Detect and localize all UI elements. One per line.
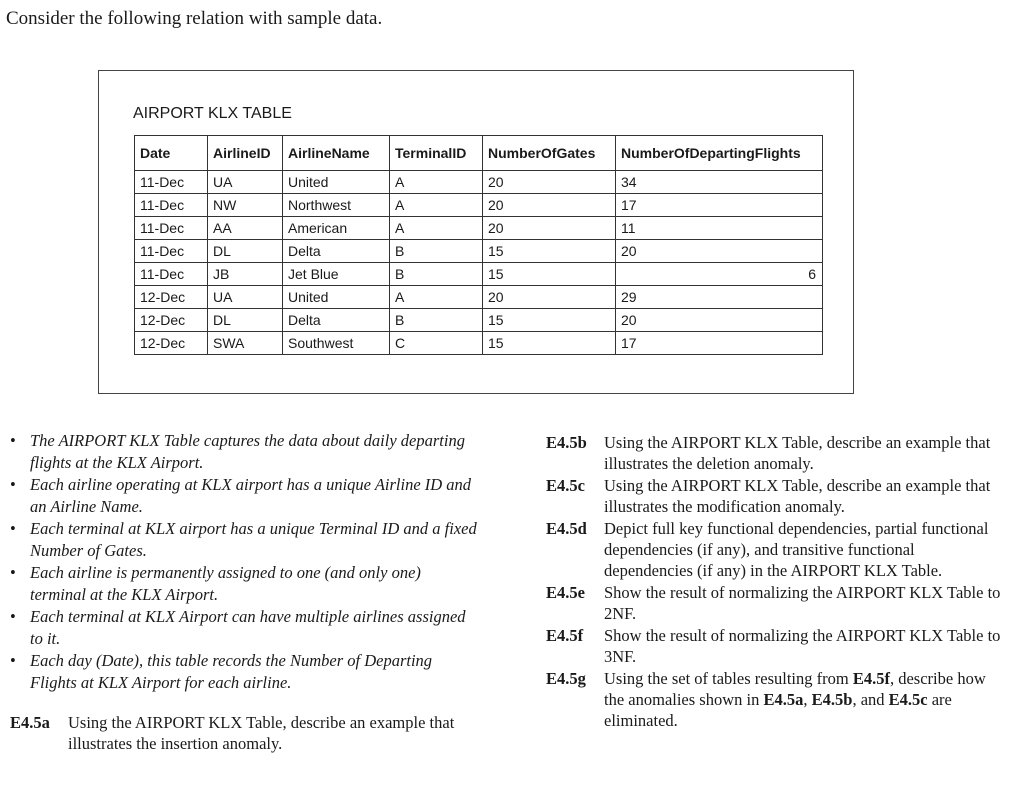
requirements-list bbox=[10, 430, 480, 694]
cell-date: 11-Dec bbox=[135, 217, 208, 240]
exercise-e4-5f bbox=[546, 625, 1006, 667]
bullet-icon: • bbox=[10, 475, 16, 494]
exercise-reference: E4.5a bbox=[763, 690, 804, 709]
cell-airline-name: Northwest bbox=[283, 194, 390, 217]
cell-airline-id: DL bbox=[208, 309, 283, 332]
cell-departing-flights: 17 bbox=[616, 332, 823, 355]
cell-airline-id: NW bbox=[208, 194, 283, 217]
exercise-text-part: Using the set of tables resulting from bbox=[604, 669, 853, 688]
cell-departing-flights: 17 bbox=[616, 194, 823, 217]
cell-departing-flights: 11 bbox=[616, 217, 823, 240]
table-frame bbox=[98, 70, 854, 394]
exercise-text: Using the AIRPORT KLX Table, describe an example that illustrates the deletion anomaly. bbox=[604, 433, 991, 473]
bullet-icon: • bbox=[10, 563, 16, 582]
cell-departing-flights: 6 bbox=[616, 263, 823, 286]
cell-number-of-gates: 20 bbox=[483, 217, 616, 240]
exercise-e4-5b bbox=[546, 432, 1006, 474]
table-row bbox=[135, 263, 823, 286]
exercise-e4-5g bbox=[546, 668, 1006, 731]
cell-airline-name: Delta bbox=[283, 309, 390, 332]
exercise-text-part: , and bbox=[852, 690, 889, 709]
exercise-label: E4.5e bbox=[546, 583, 585, 602]
header-number-of-gates: NumberOfGates bbox=[483, 136, 616, 171]
table-row bbox=[135, 309, 823, 332]
cell-number-of-gates: 15 bbox=[483, 332, 616, 355]
exercise-text: Using the AIRPORT KLX Table, describe an example that illustrates the modification anomaly. bbox=[604, 476, 991, 516]
cell-airline-name: Southwest bbox=[283, 332, 390, 355]
cell-airline-name: United bbox=[283, 286, 390, 309]
list-item bbox=[10, 474, 480, 518]
exercise-label: E4.5f bbox=[546, 626, 584, 645]
list-item-text: Each day (Date), this table records the Number of Departing Flights at KLX Airport for each airline. bbox=[30, 651, 433, 692]
cell-terminal-id: B bbox=[390, 263, 483, 286]
table-row bbox=[135, 194, 823, 217]
cell-number-of-gates: 20 bbox=[483, 171, 616, 194]
exercise-reference: E4.5c bbox=[888, 690, 928, 709]
cell-terminal-id: A bbox=[390, 171, 483, 194]
cell-number-of-gates: 20 bbox=[483, 286, 616, 309]
cell-terminal-id: B bbox=[390, 240, 483, 263]
table-row bbox=[135, 286, 823, 309]
cell-date: 11-Dec bbox=[135, 194, 208, 217]
exercise-text-part: , bbox=[803, 690, 812, 709]
cell-terminal-id: A bbox=[390, 217, 483, 240]
cell-date: 12-Dec bbox=[135, 309, 208, 332]
cell-date: 11-Dec bbox=[135, 263, 208, 286]
list-item bbox=[10, 430, 480, 474]
exercise-text: Show the result of normalizing the AIRPORT KLX Table to 3NF. bbox=[604, 626, 1001, 666]
list-item-text: The AIRPORT KLX Table captures the data about daily departing flights at the KLX Airport. bbox=[30, 431, 465, 472]
cell-departing-flights: 29 bbox=[616, 286, 823, 309]
bullet-icon: • bbox=[10, 431, 16, 450]
airport-klx-table bbox=[134, 135, 823, 355]
table-row bbox=[135, 240, 823, 263]
header-airline-name: AirlineName bbox=[283, 136, 390, 171]
cell-airline-name: Delta bbox=[283, 240, 390, 263]
cell-date: 12-Dec bbox=[135, 332, 208, 355]
list-item bbox=[10, 650, 480, 694]
exercise-label: E4.5a bbox=[10, 713, 50, 732]
table-row bbox=[135, 217, 823, 240]
list-item-text: Each airline operating at KLX airport has a unique Airline ID and an Airline Name. bbox=[30, 475, 472, 516]
cell-date: 11-Dec bbox=[135, 171, 208, 194]
intro-text: Consider the following relation with sample data. bbox=[6, 8, 383, 29]
header-airline-id: AirlineID bbox=[208, 136, 283, 171]
exercise-e4-5c bbox=[546, 475, 1006, 517]
exercise-label: E4.5b bbox=[546, 433, 587, 452]
list-item-text: Each airline is permanently assigned to one (and only one) terminal at the KLX Airport. bbox=[30, 563, 421, 604]
exercise-text bbox=[604, 668, 1006, 731]
table-row bbox=[135, 171, 823, 194]
exercise-reference: E4.5f bbox=[852, 669, 890, 688]
exercise-text-part: are eliminated. bbox=[604, 690, 952, 730]
exercise-label: E4.5g bbox=[546, 669, 586, 688]
cell-number-of-gates: 20 bbox=[483, 194, 616, 217]
list-item bbox=[10, 562, 480, 606]
cell-airline-id: SWA bbox=[208, 332, 283, 355]
list-item bbox=[10, 518, 480, 562]
table-row bbox=[135, 332, 823, 355]
cell-airline-name: United bbox=[283, 171, 390, 194]
bullet-icon: • bbox=[10, 651, 16, 670]
list-item-text: Each terminal at KLX Airport can have multiple airlines assigned to it. bbox=[30, 607, 466, 648]
cell-departing-flights: 20 bbox=[616, 309, 823, 332]
cell-terminal-id: C bbox=[390, 332, 483, 355]
exercise-text: Show the result of normalizing the AIRPORT KLX Table to 2NF. bbox=[604, 583, 1001, 623]
header-terminal-id: TerminalID bbox=[390, 136, 483, 171]
cell-number-of-gates: 15 bbox=[483, 263, 616, 286]
cell-departing-flights: 34 bbox=[616, 171, 823, 194]
table-header-row bbox=[135, 136, 823, 171]
cell-terminal-id: A bbox=[390, 286, 483, 309]
table-caption: AIRPORT KLX TABLE bbox=[133, 105, 292, 122]
cell-airline-name: Jet Blue bbox=[283, 263, 390, 286]
cell-airline-name: American bbox=[283, 217, 390, 240]
header-date: Date bbox=[135, 136, 208, 171]
cell-date: 11-Dec bbox=[135, 240, 208, 263]
cell-terminal-id: A bbox=[390, 194, 483, 217]
bullet-icon: • bbox=[10, 519, 16, 538]
exercise-label: E4.5d bbox=[546, 519, 587, 538]
exercise-text-part: , describe how the anomalies shown in bbox=[604, 669, 986, 709]
header-number-of-departing-flights: NumberOfDepartingFlights bbox=[616, 136, 823, 171]
cell-airline-id: UA bbox=[208, 286, 283, 309]
cell-departing-flights: 20 bbox=[616, 240, 823, 263]
cell-number-of-gates: 15 bbox=[483, 309, 616, 332]
list-item-text: Each terminal at KLX airport has a unique Terminal ID and a fixed Number of Gates. bbox=[30, 519, 477, 560]
exercise-reference: E4.5b bbox=[811, 690, 853, 709]
cell-number-of-gates: 15 bbox=[483, 240, 616, 263]
bullet-icon: • bbox=[10, 607, 16, 626]
list-item bbox=[10, 606, 480, 650]
exercise-text: Depict full key functional dependencies, partial functional dependencies (if any), and transitive functional dependencies (if any) in the AIRPORT KLX Table. bbox=[604, 519, 989, 580]
exercise-e4-5e bbox=[546, 582, 1006, 624]
exercise-e4-5a bbox=[10, 712, 480, 754]
cell-airline-id: JB bbox=[208, 263, 283, 286]
exercise-e4-5d bbox=[546, 518, 1006, 581]
cell-date: 12-Dec bbox=[135, 286, 208, 309]
exercise-text: Using the AIRPORT KLX Table, describe an example that illustrates the insertion anomaly. bbox=[68, 713, 455, 753]
cell-terminal-id: B bbox=[390, 309, 483, 332]
cell-airline-id: DL bbox=[208, 240, 283, 263]
cell-airline-id: UA bbox=[208, 171, 283, 194]
exercise-label: E4.5c bbox=[546, 476, 585, 495]
exercise-column bbox=[546, 432, 1006, 732]
cell-airline-id: AA bbox=[208, 217, 283, 240]
